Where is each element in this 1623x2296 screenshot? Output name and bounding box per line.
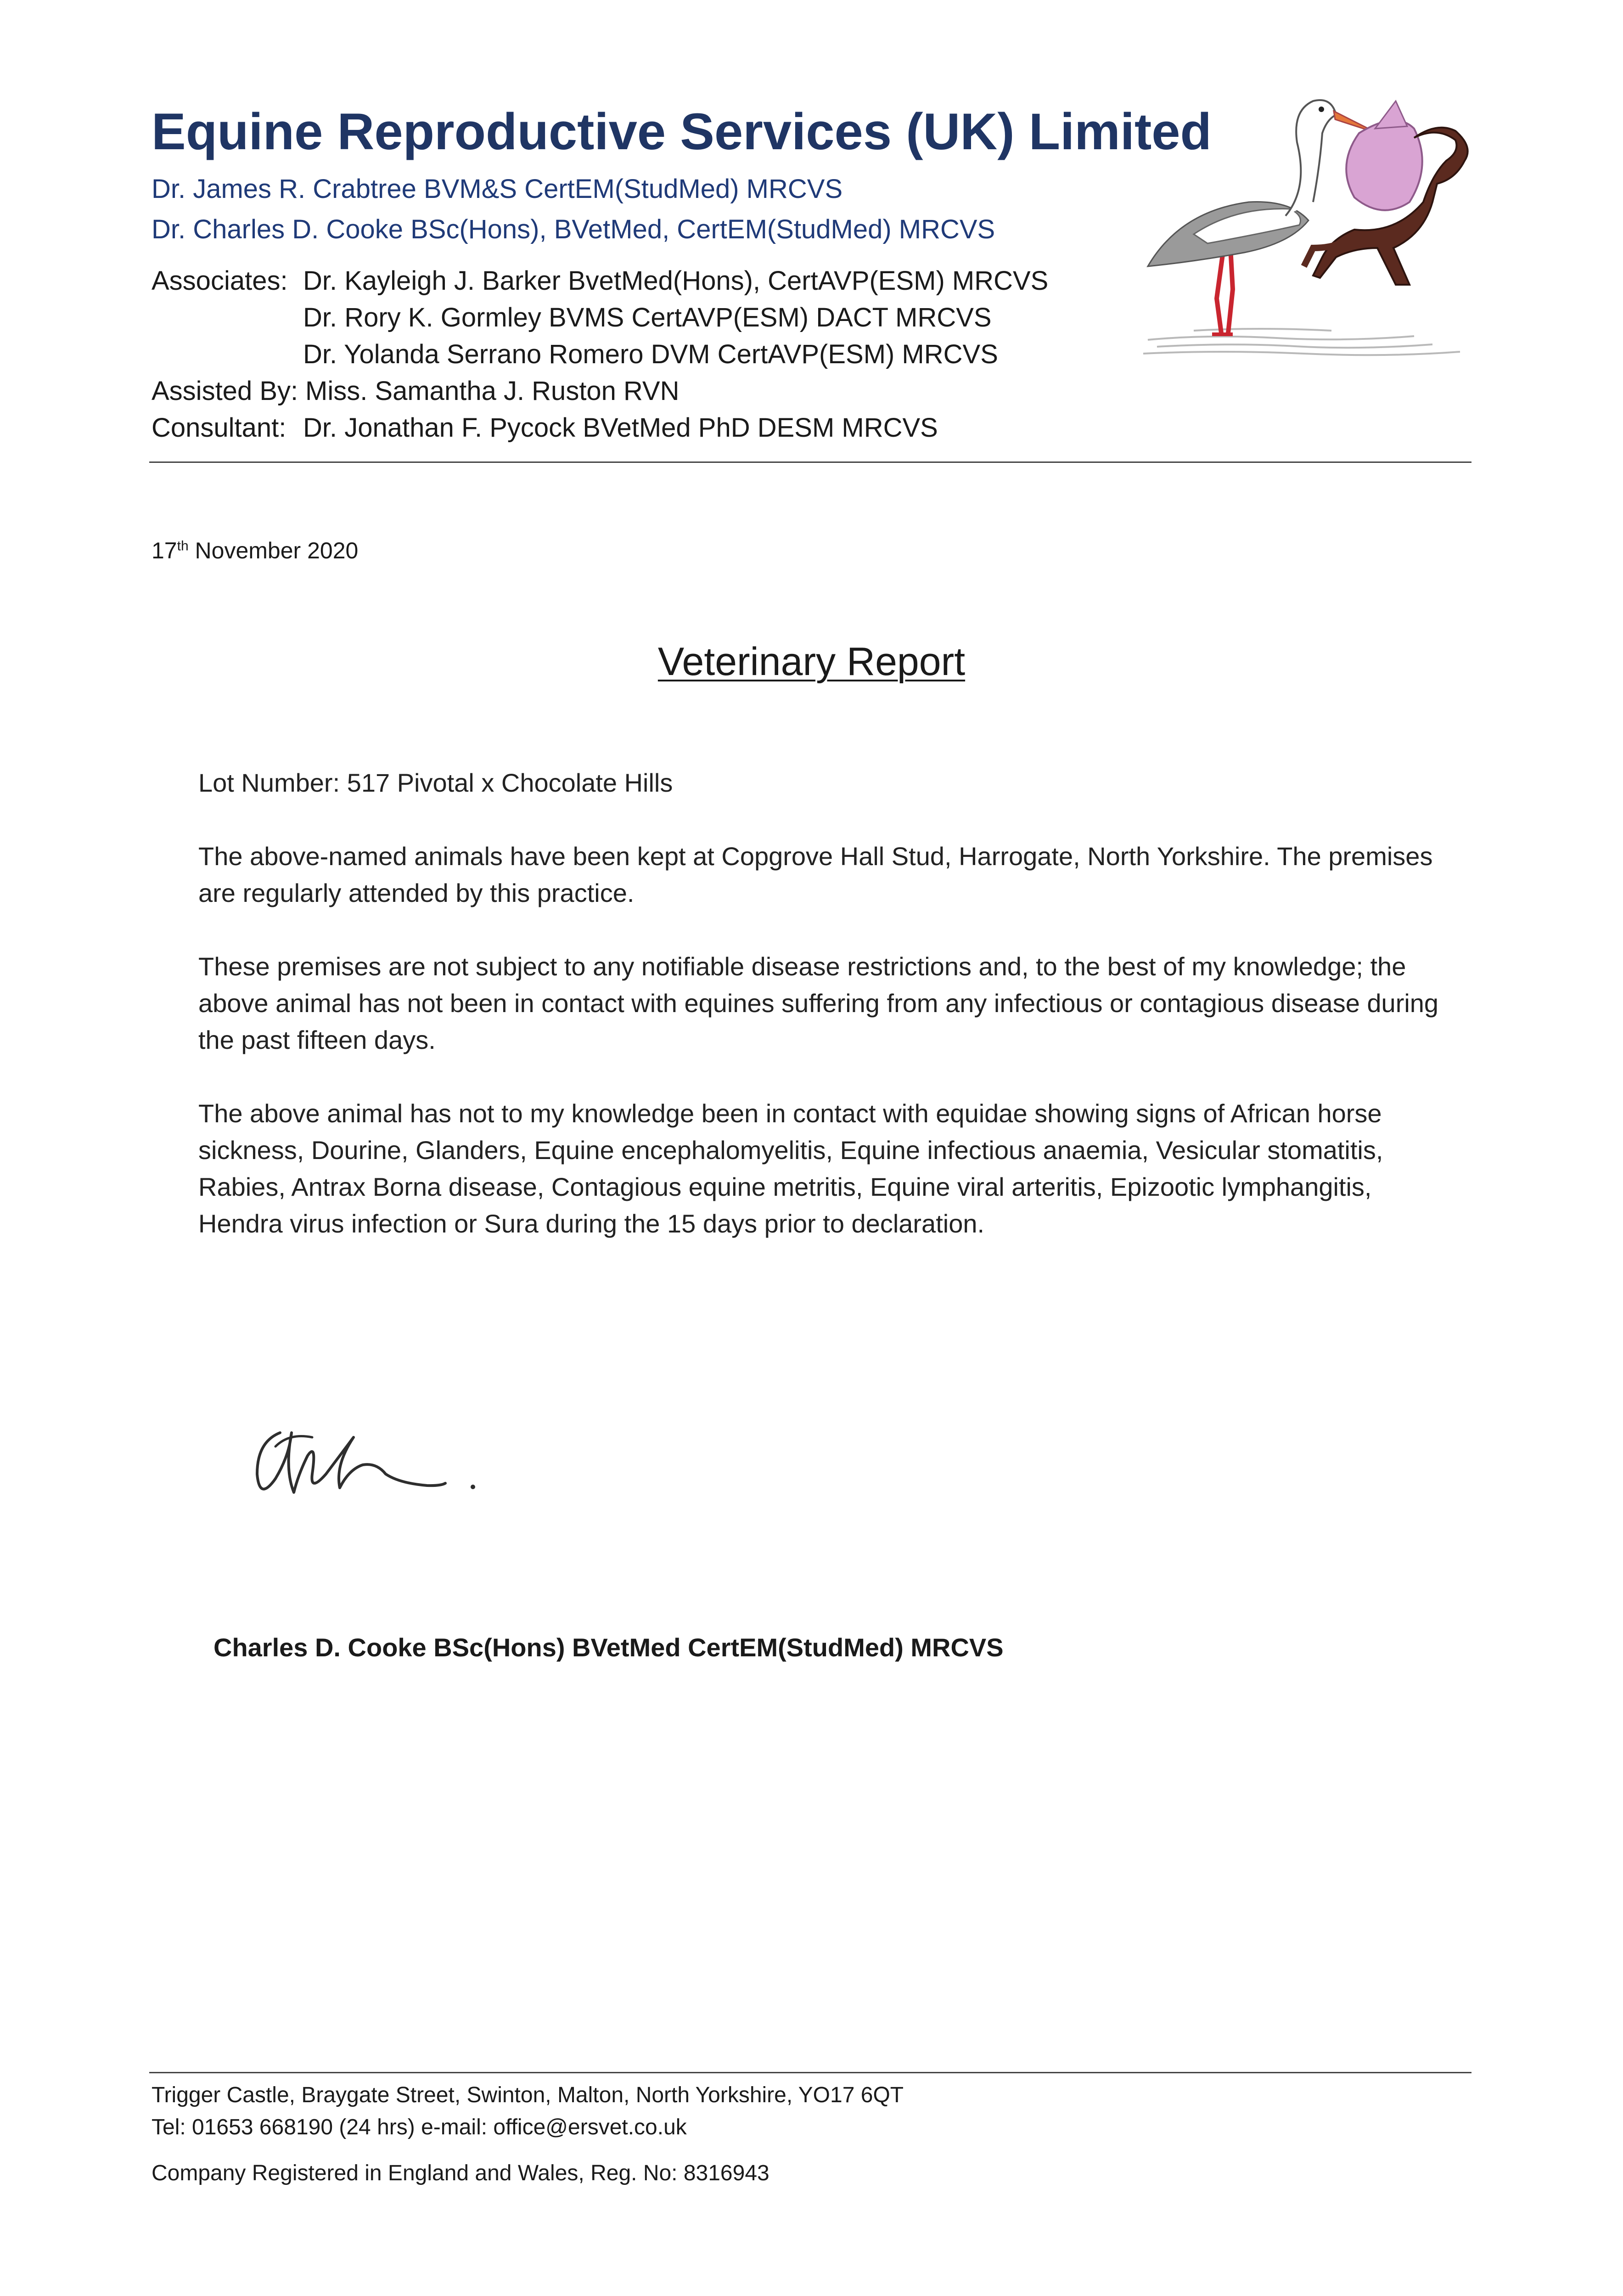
signer-name: Charles D. Cooke BSc(Hons) BVetMed CertEM(StudMed) MRCVS xyxy=(213,1633,1004,1662)
associate-1: Dr. Kayleigh J. Barker BvetMed(Hons), CertAVP(ESM) MRCVS xyxy=(303,266,1049,296)
associates-label: Associates: xyxy=(152,266,288,296)
assisted-label: Assisted By: xyxy=(152,376,298,406)
lot-number: Lot Number: 517 Pivotal x Chocolate Hills xyxy=(198,768,673,797)
consultant: Dr. Jonathan F. Pycock BVetMed PhD DESM MRCVS xyxy=(303,413,938,443)
paragraph-restrictions: These premises are not subject to any notifiable disease restrictions and, to the best of my knowledge; the above animal has not been in contact with equines suffering from any infectious or contagious disease during the past fifteen days. xyxy=(198,952,1439,1054)
footer-registration: Company Registered in England and Wales, Reg. No: 8316943 xyxy=(152,2161,769,2185)
report-title: Veterinary Report xyxy=(657,640,966,684)
company-name: Equine Reproductive Services (UK) Limited xyxy=(152,103,1212,160)
paragraph-premises: The above-named animals have been kept at Copgrove Hall Stud, Harrogate, North Yorkshire. The premises are regularly attended by this practice. xyxy=(198,842,1433,907)
associate-2: Dr. Rory K. Gormley BVMS CertAVP(ESM) DACT MRCVS xyxy=(303,303,992,332)
letter-date: 17th November 2020 xyxy=(152,538,359,563)
footer-contact: Tel: 01653 668190 (24 hrs) e-mail: office@ersvet.co.uk xyxy=(152,2115,687,2139)
footer-address: Trigger Castle, Braygate Street, Swinton, Malton, North Yorkshire, YO17 6QT xyxy=(152,2083,904,2107)
header-divider xyxy=(149,461,1471,463)
assisted-by: Miss. Samantha J. Ruston RVN xyxy=(305,376,680,406)
associate-3: Dr. Yolanda Serrano Romero DVM CertAVP(ESM) MRCVS xyxy=(303,339,998,369)
paragraph-diseases: The above animal has not to my knowledge been in contact with equidae showing signs of African horse sickness, Dourine, Glanders, Equine encephalomyelitis, Equine infectious anaemia, Vesicular stomatitis, Rabies, Antrax Borna disease, Contagious equine metritis, Equine viral arteritis, Epizootic lymphangitis, Hendra virus infection or Sura during the 15 days prior to declaration. xyxy=(198,1099,1383,1238)
stork-carrying-foal-icon xyxy=(1139,83,1478,367)
footer-divider xyxy=(149,2072,1471,2073)
partner-1: Dr. James R. Crabtree BVM&S CertEM(StudMed) MRCVS xyxy=(152,174,843,204)
signature xyxy=(248,1405,487,1511)
consultant-label: Consultant: xyxy=(152,413,286,443)
partner-2: Dr. Charles D. Cooke BSc(Hons), BVetMed, CertEM(StudMed) MRCVS xyxy=(152,214,995,244)
